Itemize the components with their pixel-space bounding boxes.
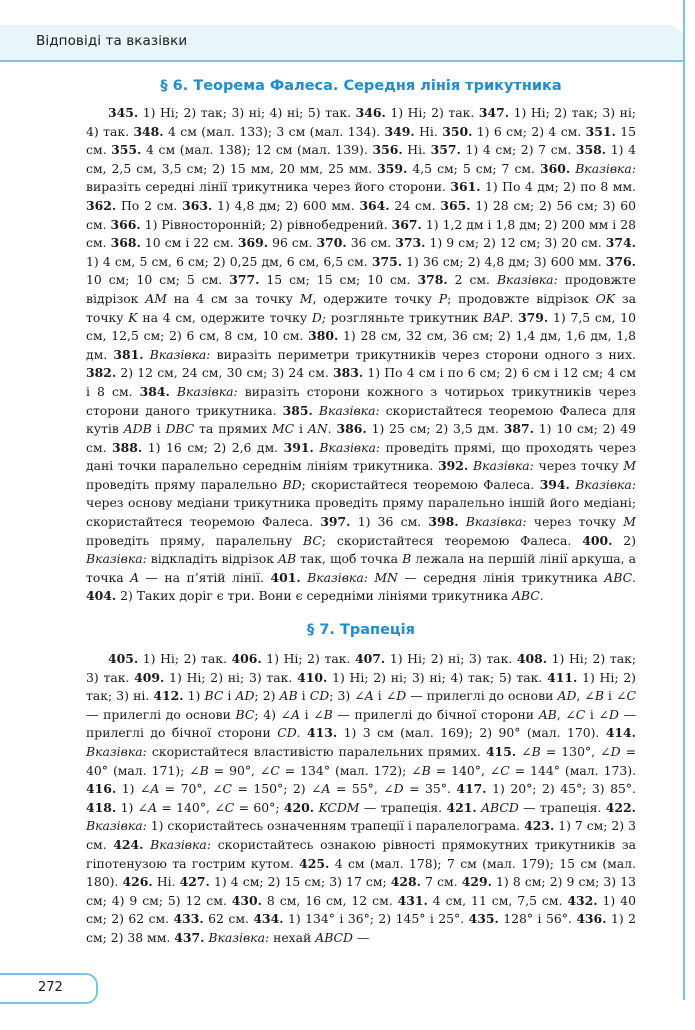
frame-right-line bbox=[683, 0, 685, 1000]
section-7-answers: 405. 1) Ні; 2) так. 406. 1) Ні; 2) так. 407. 1) Ні; 2) ні; 3) так. 408. 1) Ні; 2) так; 3) так. 409. 1) Ні; 2) ні; 3) так. 410. 1) Ні; 2) ні; 3) ні; 4) так; 5) так. 411. 1) Ні; 2) так; 3) ні. 412. 1) BC і AD; 2) AB і CD; 3) ∠A і ∠D — прилеглі до основи AD, ∠B і ∠C — прилеглі до основи BC; 4) ∠A і ∠B — прилеглі до бічної сторони AB, ∠C і ∠D — прилеглі до бічної сторони CD. 413. 1) 3 см (мал. 169); 2) 90° (мал. 170). 414. Вказівка: скористайтеся властивістю паралельних прямих. 415. ∠B = 130°, ∠D = 40° (мал. 171); ∠B = 90°, ∠C = 134° (мал. 172); ∠B = 140°, ∠C = 144° (мал. 173). 416. 1) ∠A = 70°, ∠C = 150°; 2) ∠A = 55°, ∠D = 35°. 417. 1) 20°; 2) 45°; 3) 85°. 418. 1) ∠A = 140°, ∠C = 60°; 420. KCDM — трапеція. 421. ABCD — трапеція. 422. Вказівка: 1) скористайтесь означенням трапеції і паралелограма. 423. 1) 7 см; 2) 3 см. 424. Вказівка: скористайтесь ознакою рівності прямокутних трикутників за гіпотенузою та гострим кутом. 425. 4 см (мал. 178); 7 см (мал. 179); 15 см (мал. 180). 426. Ні. 427. 1) 4 см; 2) 15 см; 3) 17 см; 428. 7 см. 429. 1) 8 см; 2) 9 см; 3) 13 см; 4) 9 см; 5) 12 см. 430. 8 см, 16 см, 12 см. 431. 4 см, 11 см, 7,5 см. 432. 1) 40 см; 2) 62 см. 433. 62 см. 434. 1) 134° і 36°; 2) 145° і 25°. 435. 128° і 56°. 436. 1) 2 см; 2) 38 мм. 437. Вказівка: нехай ABCD — bbox=[86, 651, 637, 945]
section-7-title: § 7. Трапеція bbox=[307, 622, 415, 639]
section-6-answers: 345. 1) Ні; 2) так; 3) ні; 4) ні; 5) так. 346. 1) Ні; 2) так. 347. 1) Ні; 2) так; 3) ні; 4) так. 348. 4 см (мал. 133); 3 см (мал. 134). 349. Ні. 350. 1) 6 см; 2) 4 см. 351. 15 см. 355. 4 см (мал. 138); 12 см (мал. 139). 356. Ні. 357. 1) 4 см; 2) 7 см. 358. 1) 4 см, 2,5 см, 3,5 см; 2) 15 мм, 20 мм, 25 мм. 359. 4,5 см; 5 см; 7 см. 360. Вказівка: виразіть середні лінії трикутника через його сторони. 361. 1) По 4 дм; 2) по 8 мм. 362. По 2 см. 363. 1) 4,8 дм; 2) 600 мм. 364. 24 см. 365. 1) 28 см; 2) 56 см; 3) 60 см. 366. 1) Рівносторонній; 2) рівнобедрений. 367. 1) 1,2 дм і 1,8 дм; 2) 200 мм і 28 см. 368. 10 см і 22 см. 369. 96 см. 370. 36 см. 373. 1) 9 см; 2) 12 см; 3) 20 см. 374. 1) 4 см, 5 см, 6 см; 2) 0,25 дм, 6 см, 6,5 см. 375. 1) 36 см; 2) 4,8 дм; 3) 600 мм. 376. 10 см; 10 см; 5 см. 377. 15 см; 15 см; 10 см. 378. 2 см. Вказівка: продовжте відрізок AM на 4 см за точку M, одержите точку P; продовжте відрізок OK за точку K на 4 см, одержите точку D; розгляньте трикутник BAP. 379. 1) 7,5 см, 10 см, 12,5 см; 2) 6 см, 8 см, 10 см. 380. 1) 28 см, 32 см, 36 см; 2) 1,4 дм, 1,6 дм, 1,8 дм. 381. Вказівка: виразіть периметри трикутників через сторони одного з них. 382. 2) 12 см, 24 см, 30 см; 3) 24 см. 383. 1) По 4 см і по 6 см; 2) 6 см і 12 см; 4 см і 8 см. 384. Вказівка: виразіть сторони кожного з чотирьох трикутників через сторони даного трикутника. 385. Вказівка: скористайтеся теоремою Фалеса для кутів ADB і DBC та прямих MC і AN. 386. 1) 25 см; 2) 3,5 дм. 387. 1) 10 см; 2) 49 см. 388. 1) 16 см; 2) 2,6 дм. 391. Вказівка: проведіть прямі, що проходять через дані точки паралельно середнім лініям трикутника. 392. Вказівка: через точку M проведіть пряму паралельно BD; скористайтеся теоремою Фалеса. 394. Вказівка: через основу медіани трикутника проведіть пряму паралельно іншій його медіані; скористайтеся теоремою Фалеса. 397. 1) 36 см. 398. Вказівка: через точку M проведіть пряму, паралельну BC; скористайтеся теоремою Фалеса. 400. 2) Вказівка: відкладіть відрізок AB так, щоб точка B лежала на першій лінії аркуша, а точка A — на п’ятій лінії. 401. Вказівка: MN — середня лінія трикутника ABC. 404. 2) Таких доріг є три. Вони є середніми лініями трикутника ABC. bbox=[86, 105, 637, 604]
page-content bbox=[86, 70, 636, 948]
page-number: 272 bbox=[38, 980, 63, 995]
header-title: Відповіді та вказівки bbox=[36, 33, 188, 49]
page-number-box bbox=[0, 973, 98, 1004]
page-header bbox=[0, 25, 695, 61]
section-6-title: § 6. Теорема Фалеса. Середня лінія трикутника bbox=[160, 78, 562, 94]
